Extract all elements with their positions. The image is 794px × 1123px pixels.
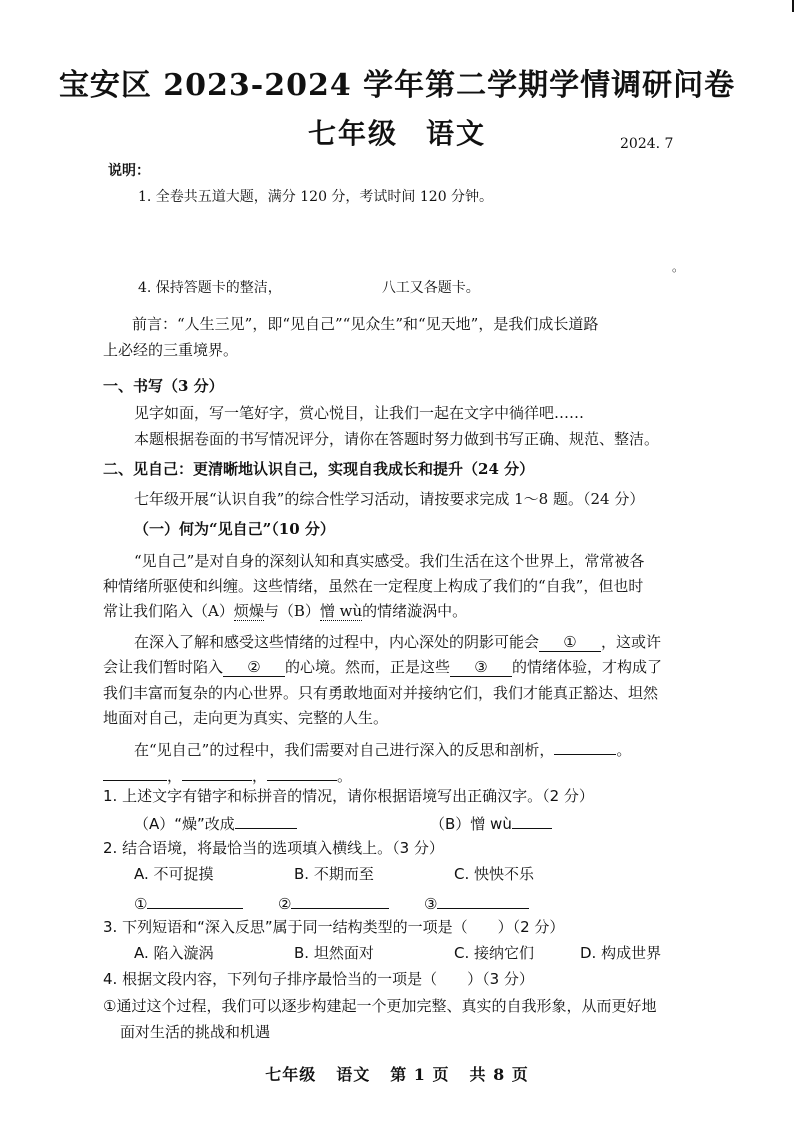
question-4: 4. 根据文段内容，下列句子排序最恰当的一项是（ ）（3 分） (103, 970, 534, 988)
paragraph-2-line-1-end: ，这或许 (601, 633, 662, 651)
question-2-answer-1 (134, 890, 243, 913)
paragraph-2-line-2 (103, 656, 662, 677)
paragraph-2-line-1-start: 在深入了解和感受这些情绪的过程中，内心深处的阴影可能会 (134, 633, 540, 651)
question-3-option-d: D. 构成世界 (580, 944, 662, 962)
paragraph-1-line-1: “见自己”是对自身的深刻认知和真实感受。我们生活在这个世界上，常常被各 (134, 552, 645, 570)
paragraph-2-line-1 (134, 631, 661, 652)
answer-blank-2-3[interactable] (437, 890, 529, 909)
preface-line-1: 前言：“人生三见”，即“见自己”“见众生”和“见天地”，是我们成长道路 (132, 315, 599, 333)
question-1-part-b (430, 810, 552, 834)
fill-blank-4[interactable] (554, 736, 616, 755)
paragraph-3-line-1 (134, 736, 631, 760)
subsection-1-heading: （一）何为“见自己”（10 分） (134, 520, 335, 538)
fill-blank-6[interactable] (182, 762, 252, 781)
answer-marker-3: ③ (424, 895, 438, 913)
fill-blank-3[interactable]: ③ (450, 658, 512, 677)
question-1-part-b-label: （B）憎 wù (430, 815, 512, 833)
paragraph-2-line-4: 地面对自己，走向更为真实、完整的人生。 (103, 709, 389, 727)
question-3-option-c: C. 接纳它们 (454, 944, 535, 962)
answer-blank-2-1[interactable] (147, 890, 243, 909)
paragraph-3-line-1-end: 。 (616, 741, 632, 759)
footer-grade: 七年级 (265, 1065, 317, 1084)
answer-blank-1a[interactable] (235, 810, 297, 829)
paragraph-1-line-2: 种情绪所驱使和纠缠。这些情绪，虽然在一定程度上构成了我们的“自我”，但也时 (103, 577, 644, 595)
question-2-option-c: C. 怏怏不乐 (454, 865, 535, 883)
answer-marker-1: ① (134, 895, 148, 913)
marked-word-a: 烦燥 (233, 602, 264, 620)
question-2-option-a: A. 不可捉摸 (134, 865, 214, 883)
paragraph-2-line-3: 我们丰富而复杂的内心世界。只有勇敢地面对并接纳它们，我们才能真正豁达、坦然 (103, 684, 659, 702)
exam-date: 2024. 7 (620, 136, 674, 152)
separator-end: 。 (337, 767, 353, 785)
section-2-heading: 二、见自己：更清晰地认识自己，实现自我成长和提升（24 分） (103, 460, 535, 478)
question-2-answer-2 (278, 890, 389, 913)
question-2: 2. 结合语境，将最恰当的选项填入横线上。（3 分） (103, 839, 444, 857)
fill-blank-1[interactable]: ① (539, 633, 601, 652)
footer-subject: 语文 (336, 1065, 371, 1084)
question-4-sentence-1-line-2: 面对生活的挑战和机遇 (120, 1023, 271, 1041)
answer-marker-2: ② (278, 895, 292, 913)
paragraph-1-line-3 (103, 600, 467, 621)
section-1-line-2: 本题根据卷面的书写情况评分，请你在答题时努力做到书写正确、规范、整洁。 (134, 430, 660, 448)
section-2-intro: 七年级开展“认识自我”的综合性学习活动，请按要求完成 1～8 题。（24 分） (134, 490, 645, 508)
fill-blank-5[interactable] (103, 762, 167, 781)
question-1: 1. 上述文字有错字和标拼音的情况，请你根据语境写出正确汉字。（2 分） (103, 787, 594, 805)
paragraph-1-line-3-end: 的情绪漩涡中。 (362, 602, 468, 620)
paragraph-2-line-2-start: 会让我们暂时陷入 (103, 658, 224, 676)
paragraph-2-line-2-end: 的情绪体验，才构成了 (512, 658, 663, 676)
preface-line-2: 上必经的三重境界。 (103, 341, 239, 359)
instruction-item-1: 1. 全卷共五道大题，满分 120 分，考试时间 120 分钟。 (138, 189, 494, 205)
footer-page-number: 第 1 页 (390, 1065, 450, 1084)
section-1-line-1: 见字如面，写一笔好字，赏心悦目，让我们一起在文字中徜徉吧…… (134, 404, 585, 422)
question-2-option-b: B. 不期而至 (294, 865, 374, 883)
paragraph-1-line-3-mid: 与（B） (263, 602, 320, 620)
grade-label: 七年级 (307, 117, 398, 150)
instruction-item-4-tail: 八工又各题卡。 (381, 280, 480, 296)
paragraph-1-line-3-start: 常让我们陷入（A） (103, 602, 234, 620)
separator-1: ， (167, 767, 183, 785)
fill-blank-2[interactable]: ② (223, 658, 285, 677)
question-3-option-b: B. 坦然面对 (294, 944, 374, 962)
paragraph-2-line-2-mid: 的心境。然而，正是这些 (285, 658, 451, 676)
exam-title: 宝安区 2023-2024 学年第二学期学情调研问卷 (58, 68, 736, 103)
question-3-option-a: A. 陷入漩涡 (134, 944, 214, 962)
paragraph-3-line-1-text: 在“见自己”的过程中，我们需要对自己进行深入的反思和剖析， (134, 741, 555, 759)
section-1-heading: 一、书写（3 分） (103, 377, 224, 395)
fill-blank-7[interactable] (267, 762, 337, 781)
subject-label: 语文 (426, 117, 487, 150)
answer-blank-2-2[interactable] (291, 890, 389, 909)
stray-dot: 。 (672, 260, 685, 274)
marked-word-b: 憎 wù (319, 602, 363, 620)
instruction-item-4-text: 4. 保持答题卡的整洁， (138, 280, 282, 296)
exam-subtitle (0, 112, 794, 152)
instruction-item-4 (138, 277, 480, 297)
page-footer (0, 1062, 794, 1085)
question-1-part-a (134, 810, 297, 834)
question-4-sentence-1-line-1: ①通过这个过程，我们可以逐步构建起一个更加完整、真实的自我形象，从而更好地 (103, 997, 657, 1015)
footer-total-pages: 共 8 页 (469, 1065, 529, 1084)
separator-2: ， (252, 767, 268, 785)
question-1-part-a-label: （A）“燥”改成 (134, 815, 235, 833)
question-3: 3. 下列短语和“深入反思”属于同一结构类型的一项是（ ）（2 分） (103, 918, 565, 936)
answer-blank-1b[interactable] (512, 810, 552, 829)
instructions-label: 说明： (108, 163, 150, 179)
question-2-answer-3 (424, 890, 529, 913)
paragraph-3-line-2 (103, 762, 352, 786)
